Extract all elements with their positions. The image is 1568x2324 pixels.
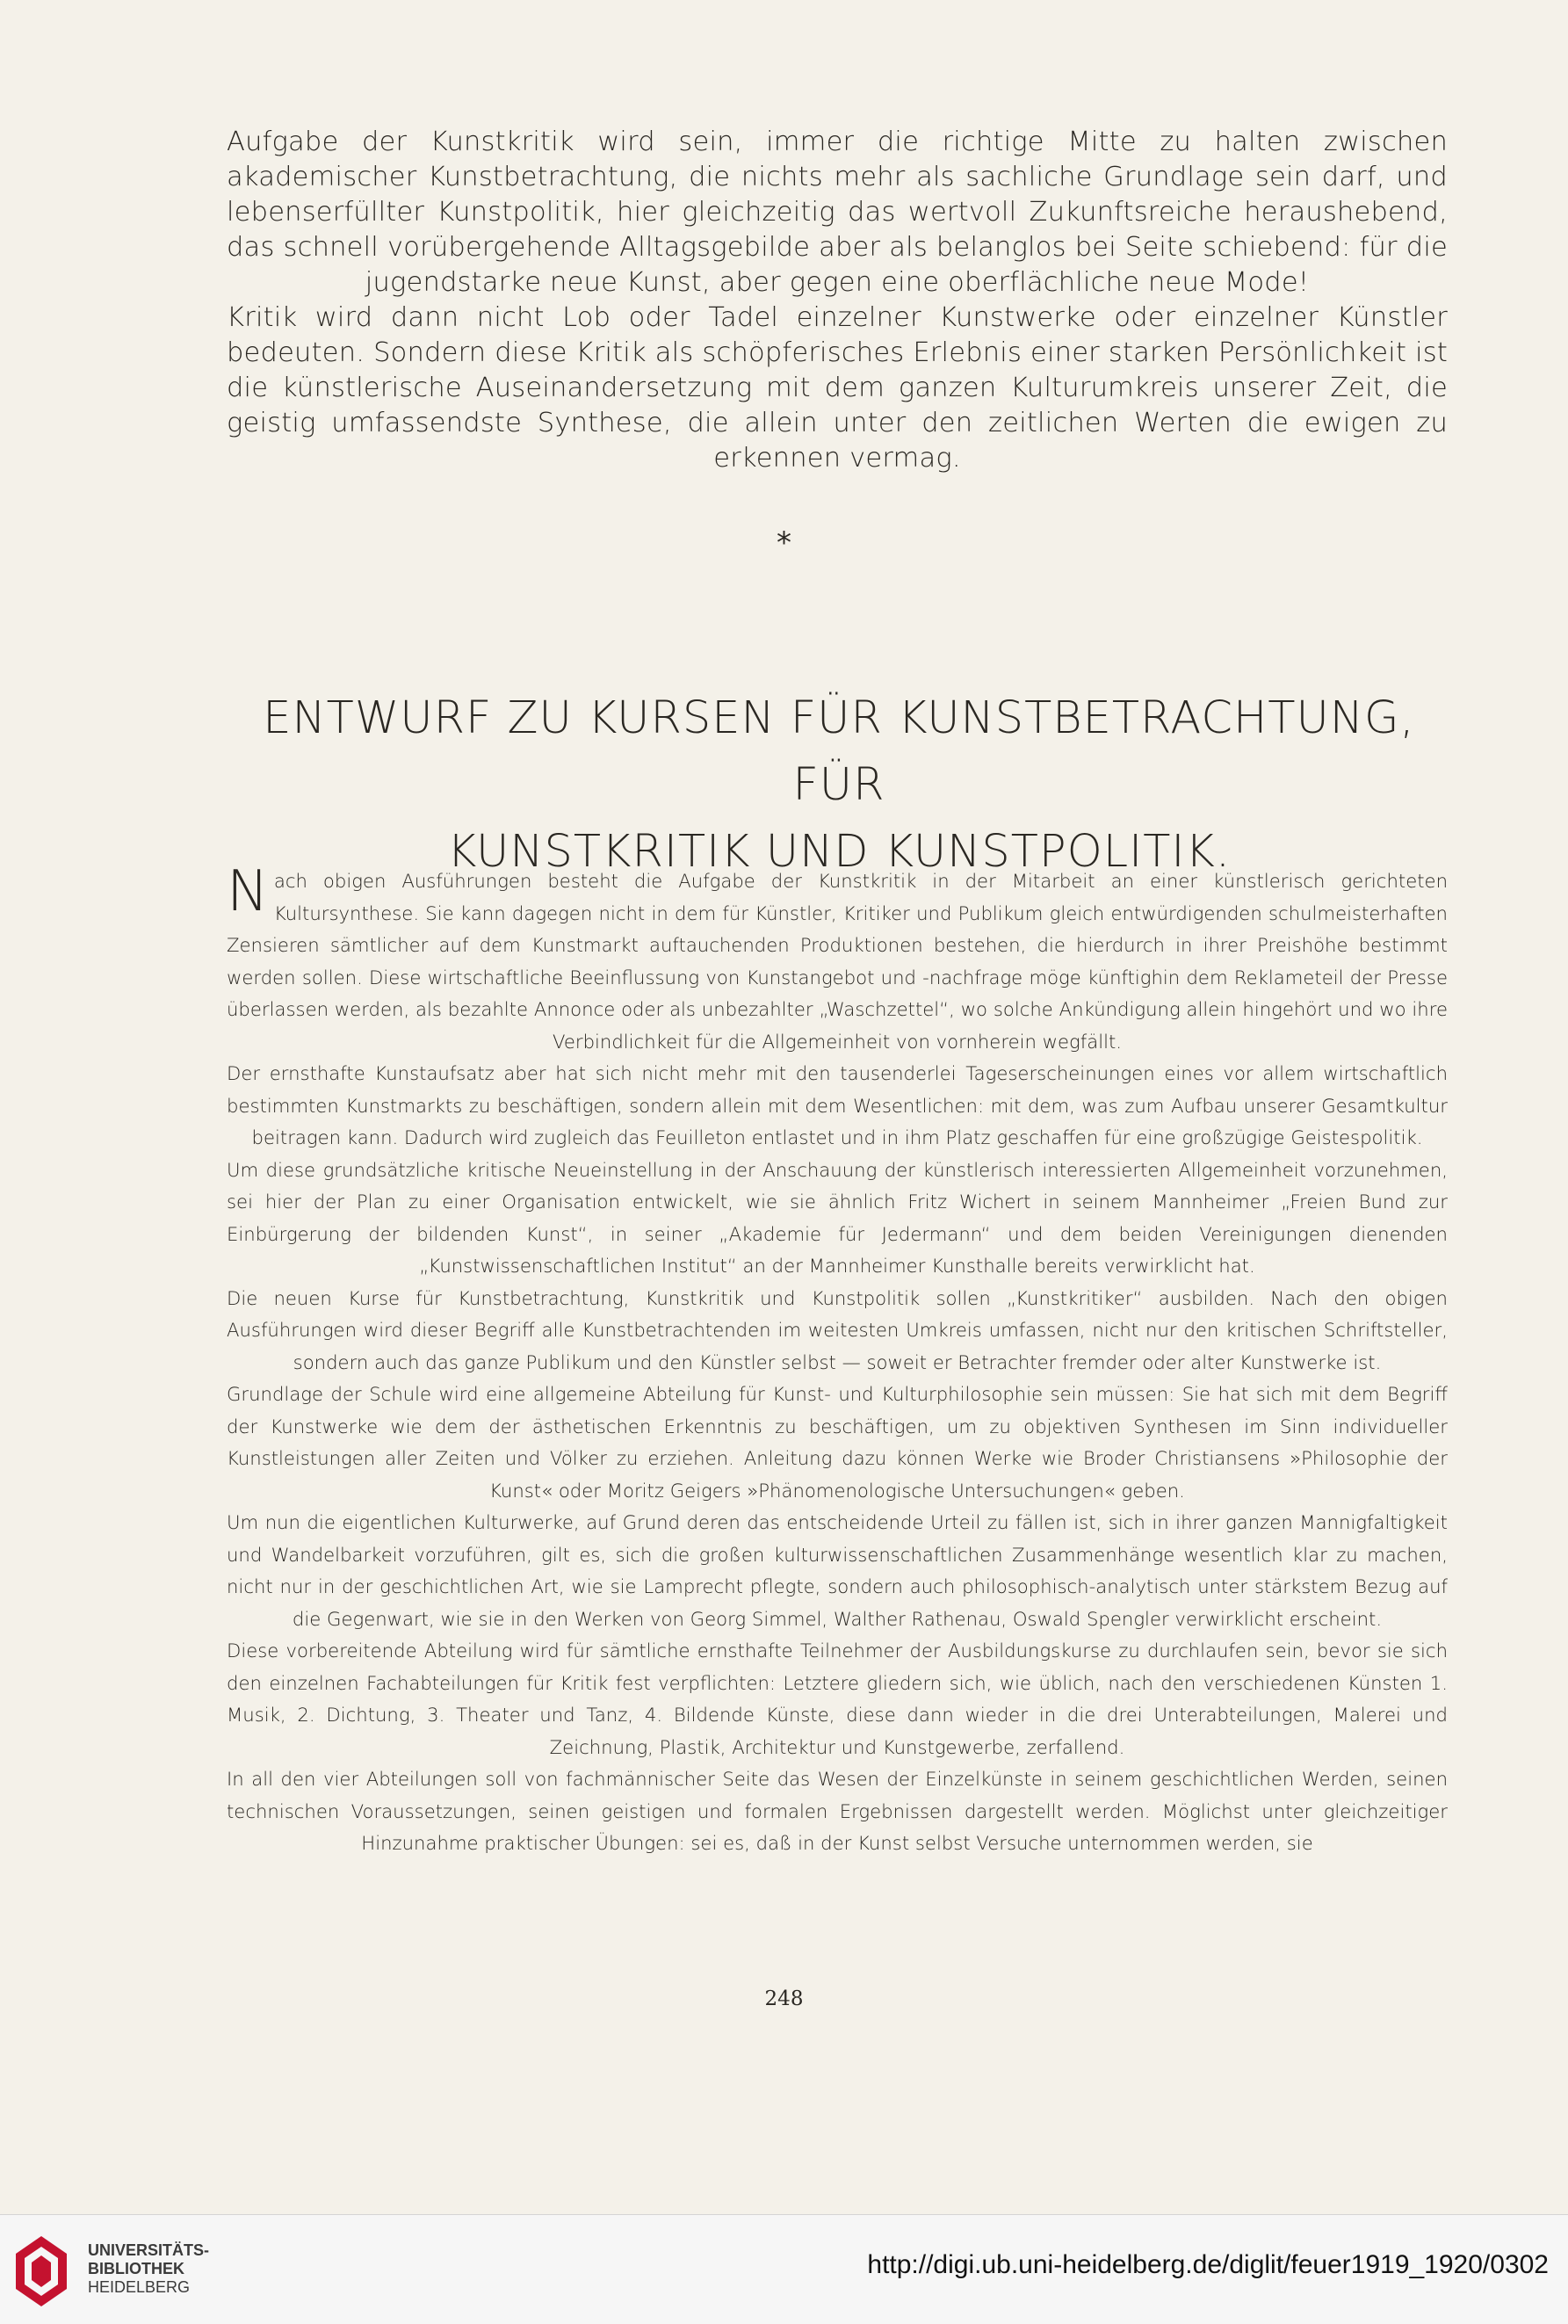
library-name xyxy=(88,2241,209,2297)
page-number: 248 xyxy=(764,1987,804,2010)
university-seal-icon xyxy=(12,2234,70,2308)
section-separator: * xyxy=(777,525,791,561)
body-paragraph-8: In all den vier Abteilungen soll von fachmännischer Seite das Wesen der Einzelkünste in seinem geschichtlichen Werden, seinen technischen Voraussetzungen, seinen geistigen und formalen Ergebnissen dargestellt werden. Möglichst unter gleichzeitiger Hinzunahme praktischer Übungen: sei es, daß in der Kunst selbst Versuche unternommen werden, sie xyxy=(227,1768,1448,1854)
intro-section xyxy=(227,125,1448,476)
library-line-1: UNIVERSITÄTS- xyxy=(88,2241,210,2259)
intro-paragraph-2: Kritik wird dann nicht Lob oder Tadel einzelner Kunstwerke oder einzelner Künstler bedeuten. Sondern diese Kritik als schöpferisches Erlebnis einer starken Persönlichkeit ist die künstlerische Auseinandersetzung mit dem ganzen Kulturumkreis unserer Zeit, die geistig umfassendste Synthese, die allein unter den zeitlichen Werten die ewigen zu erkennen vermag. xyxy=(227,302,1448,474)
article-heading xyxy=(215,685,1463,886)
body-paragraph-7: Diese vorbereitende Abteilung wird für sämtliche ernsthafte Teilnehmer der Ausbildungskurse zu durchlaufen sein, bevor sie sich den einzelnen Fachabteilungen für Kritik fest verpflichten: Letztere gliedern sich, wie üblich, nach den verschiedenen Künsten 1. Musik, 2. Dichtung, 3. Theater und Tanz, 4. Bildende Künste, diese dann wieder in die drei Unterabteilungen, Malerei und Zeichnung, Plastik, Architektur und Kunstgewerbe, zerfallend. xyxy=(227,1640,1448,1758)
library-line-3: HEIDELBERG xyxy=(88,2278,191,2296)
body-paragraph-2: Der ernsthafte Kunstaufsatz aber hat sich nicht mehr mit den tausenderlei Tageserscheinungen eines vor allem wirtschaftlich bestimmten Kunstmarkts zu beschäftigen, sondern allein mit dem Wesentlichen: mit dem, was zum Aufbau unserer Gesamtkultur beitragen kann. Dadurch wird zugleich das Feuilleton entlastet und in ihm Platz geschaffen für eine großzügige Geistespolitik. xyxy=(227,1062,1448,1148)
article-body xyxy=(227,859,1448,1860)
body-paragraph-1-text: ach obigen Ausführungen besteht die Aufgabe der Kunstkritik in der Mitarbeit an einer künstlerisch gerichteten Kultursynthese. Sie kann dagegen nicht in dem für Künstler, Kritiker und Publikum gleich entwürdigenden schulmeisterhaften Zensieren sämtlicher auf dem Kunstmarkt auftauchenden Produktionen bestehen, die hierdurch in ihrer Preishöhe bestimmt werden sollen. Diese wirtschaftliche Beeinflussung von Kunstangebot und -nachfrage möge künftighin dem Reklameteil der Presse überlassen werden, als bezahlte Annonce oder als unbezahlter „Waschzettel“, wo solche Ankündigung allein hingehört und wo ihre Verbindlichkeit für die Allgemeinheit von vornherein wegfällt. xyxy=(227,870,1448,1053)
heading-line-1: ENTWURF ZU KURSEN FÜR KUNSTBETRACHTUNG, FÜR xyxy=(263,692,1415,811)
body-paragraph-3: Um diese grundsätzliche kritische Neueinstellung in der Anschauung der künstlerisch interessierten Allgemeinheit vorzunehmen, sei hier der Plan zu einer Organisation entwickelt, wie sie ähnlich Fritz Wichert in seinem Mannheimer „Freien Bund zur Einbürgerung der bildenden Kunst“, in seiner „Akademie für Jedermann“ und dem beiden Vereinigungen dienenden „Kunstwissenschaftlichen Institut“ an der Mannheimer Kunsthalle bereits verwirklicht hat. xyxy=(227,1158,1448,1277)
body-paragraph-6: Um nun die eigentlichen Kulturwerke, auf Grund deren das entscheidende Urteil zu fällen ist, sich in ihrer ganzen Mannigfaltigkeit und Wandelbarkeit vorzuführen, gilt es, sich die großen kulturwissenschaftlichen Zusammenhänge wesentlich klar zu machen, nicht nur in der geschichtlichen Art, wie sie Lamprecht pflegte, sondern auch philosophisch-analytisch unter stärkstem Bezug auf die Gegenwart, wie sie in den Werken von Georg Simmel, Walther Rathenau, Oswald Spengler verwirklicht erscheint. xyxy=(227,1511,1448,1630)
footer-bar xyxy=(0,2214,1568,2324)
library-line-2: BIBLIOTHEK xyxy=(88,2260,184,2277)
permalink-url[interactable]: http://digi.ub.uni-heidelberg.de/diglit/feuer1919_1920/0302 xyxy=(867,2250,1549,2279)
body-paragraph-1 xyxy=(227,859,1448,1058)
body-paragraph-4: Die neuen Kurse für Kunstbetrachtung, Kunstkritik und Kunstpolitik sollen „Kunstkritiker“ ausbilden. Nach den obigen Ausführungen wird dieser Begriff alle Kunstbetrachtenden im weitesten Umkreis umfassen, nicht nur den kritischen Schriftsteller, sondern auch das ganze Publikum und den Künstler selbst — soweit er Betrachter fremder oder alter Kunstwerke ist. xyxy=(227,1286,1448,1373)
drop-cap: N xyxy=(227,859,269,924)
body-paragraph-5: Grundlage der Schule wird eine allgemeine Abteilung für Kunst- und Kulturphilosophie sein müssen: Sie hat sich mit dem Begriff der Kunstwerke wie dem der ästhetischen Erkenntnis zu beschäftigen, um zu objektiven Synthesen im Sinn individueller Kunstleistungen aller Zeiten und Völker zu erziehen. Anleitung dazu können Werke wie Broder Christiansens »Philosophie der Kunst« oder Moritz Geigers »Phänomenologische Untersuchungen« geben. xyxy=(227,1383,1448,1502)
heading-line-2: KUNSTKRITIK UND KUNSTPOLITIK. xyxy=(446,826,1232,878)
intro-paragraph-1: Aufgabe der Kunstkritik wird sein, immer die richtige Mitte zu halten zwischen akademischer Kunstbetrachtung, die nichts mehr als sachliche Grundlage sein darf, und lebenserfüllter Kunstpolitik, hier gleichzeitig das wertvoll Zukunftsreiche heraushebend, das schnell vorübergehende Alltagsgebilde aber als belanglos bei Seite schiebend: für die jugendstarke neue Kunst, aber gegen eine oberflächliche neue Mode! xyxy=(227,127,1448,298)
